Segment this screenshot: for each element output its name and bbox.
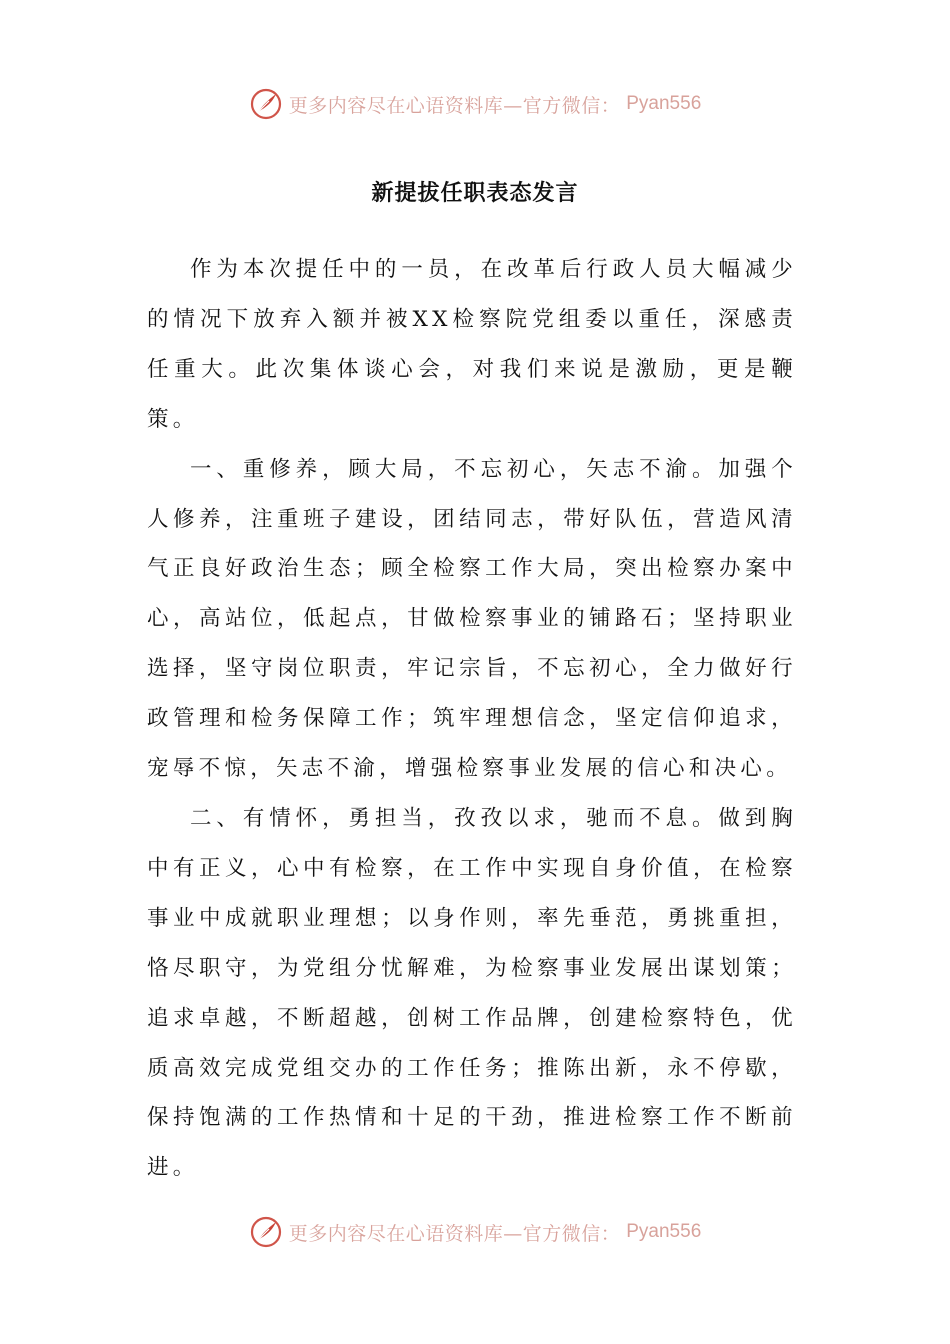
quill-logo-icon — [249, 1215, 283, 1249]
watermark-text: 更多内容尽在心语资料库—官方微信： — [288, 94, 621, 117]
watermark-handle: Pyan556 — [626, 93, 702, 114]
footer-watermark — [0, 1212, 950, 1252]
watermark-handle: Pyan556 — [626, 1221, 702, 1242]
document-body — [147, 245, 797, 1193]
quill-logo-icon — [249, 87, 283, 121]
paragraph-intro: 作为本次提任中的一员，在改革后行政人员大幅减少的情况下放弃入额并被XX检察院党组委以重任，深感责任重大。此次集体谈心会，对我们来说是激励，更是鞭策。 — [147, 257, 797, 432]
header-watermark — [0, 84, 950, 124]
watermark-text: 更多内容尽在心语资料库—官方微信： — [288, 1222, 621, 1245]
paragraph-point-one: 一、重修养，顾大局，不忘初心，矢志不渝。加强个人修养，注重班子建设，团结同志，带好队伍，营造风清气正良好政治生态；顾全检察工作大局，突出检察办案中心，高站位，低起点，甘做检察事业的铺路石；坚持职业选择，坚守岗位职责，牢记宗旨，不忘初心，全力做好行政管理和检务保障工作；筑牢理想信念，坚定信仰追求，宠辱不惊，矢志不渝，增强检察事业发展的信心和决心。 — [147, 456, 797, 782]
paragraph-point-two: 二、有情怀，勇担当，孜孜以求，驰而不息。做到胸中有正义，心中有检察，在工作中实现自身价值，在检察事业中成就职业理想；以身作则，率先垂范，勇挑重担，恪尽职守，为党组分忧解难，为检察事业发展出谋划策；追求卓越，不断超越，创树工作品牌，创建检察特色，优质高效完成党组交办的工作任务；推陈出新，永不停歇，保持饱满的工作热情和十足的干劲，推进检察工作不断前进。 — [147, 805, 797, 1181]
document-title: 新提拔任职表态发言 — [371, 181, 579, 206]
